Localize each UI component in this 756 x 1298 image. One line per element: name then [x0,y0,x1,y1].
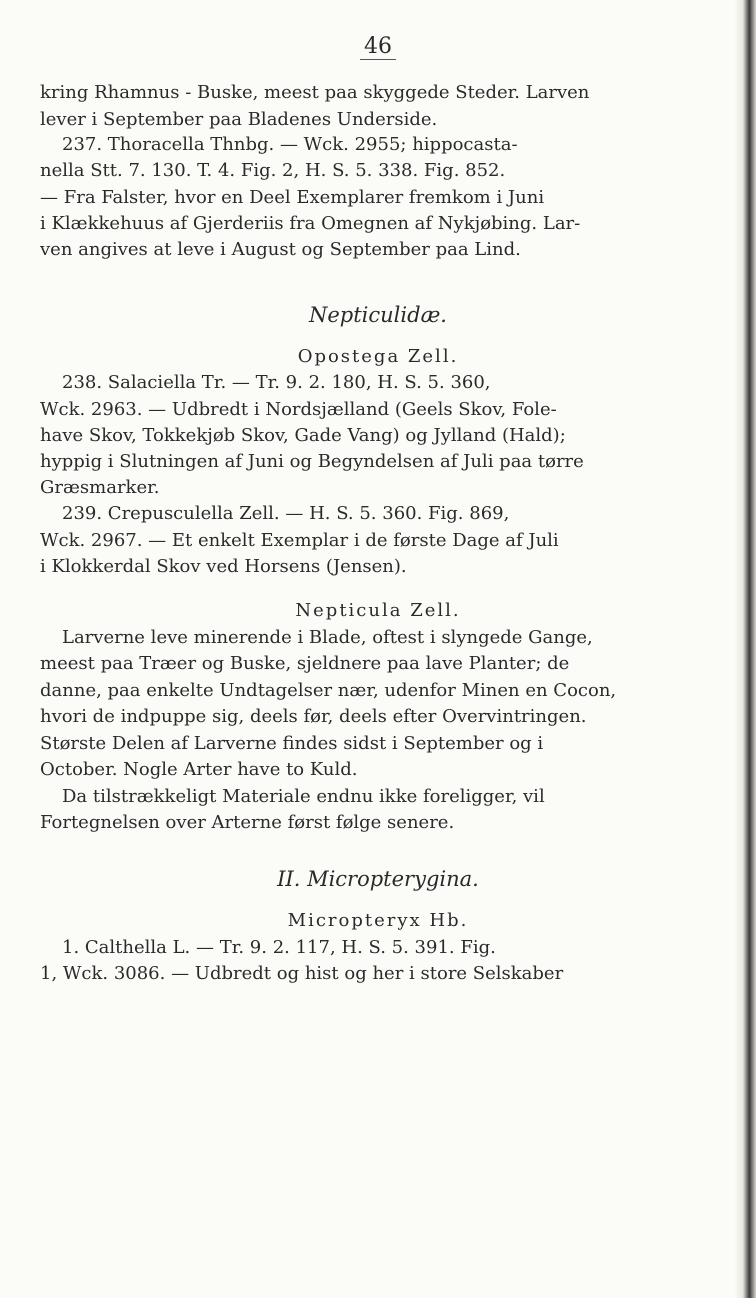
text-line: Fortegnelsen over Arterne først følge senere. [40,812,455,833]
text-line: Græsmarker. [40,477,160,498]
text-line: kring Rhamnus - Buske, meest paa skyggede Steder. Larven [40,82,590,103]
text-line: 1, Wck. 3086. — Udbredt og hist og her i store Selskaber [40,963,564,984]
text-line: 239. Crepusculella Zell. — H. S. 5. 360. Fig. 869, [62,503,510,524]
text-line: meest paa Træer og Buske, sjeldnere paa lave Planter; de [40,653,570,674]
genus-heading: Opostega Zell. [297,346,459,367]
text-line: i Klækkehuus af Gjerderiis fra Omegnen af Nykjøbing. Lar- [40,213,581,234]
text-line: Larverne leve minerende i Blade, oftest i slyngede Gange, [62,627,593,648]
text-line: Wck. 2963. — Udbredt i Nordsjælland (Geels Skov, Fole- [40,399,557,420]
section-heading: II. Micropterygina. [277,867,479,891]
text-line: danne, paa enkelte Undtagelser nær, udenfor Minen en Cocon, [40,680,617,701]
text-line: nella Stt. 7. 130. T. 4. Fig. 2, H. S. 5. 338. Fig. 852. [40,160,506,181]
text-line: 238. Salaciella Tr. — Tr. 9. 2. 180, H. S. 5. 360, [62,372,491,393]
family-heading: Nepticulidæ. [309,303,447,327]
text-line: have Skov, Tokkekjøb Skov, Gade Vang) og Jylland (Hald); [40,425,566,446]
text-line: Største Delen af Larverne findes sidst i September og i [40,733,544,754]
text-line: hvori de indpuppe sig, deels før, deels efter Overvintringen. [40,706,587,727]
text-line: hyppig i Slutningen af Juni og Begyndelsen af Juli paa tørre [40,451,584,472]
text-line: Da tilstrækkeligt Materiale endnu ikke foreligger, vil [62,786,545,807]
text-line: lever i September paa Bladenes Underside. [40,109,438,130]
text-line: ven angives at leve i August og September paa Lind. [40,239,521,260]
page-edge [734,0,756,1298]
text-line: 1. Calthella L. — Tr. 9. 2. 117, H. S. 5. 391. Fig. [62,937,496,958]
genus-heading: Micropteryx Hb. [287,910,469,931]
text-line: Wck. 2967. — Et enkelt Exemplar i de første Dage af Juli [40,530,559,551]
text-line: i Klokkerdal Skov ved Horsens (Jensen). [40,556,407,577]
text-line: October. Nogle Arter have to Kuld. [40,759,358,780]
genus-heading: Nepticula Zell. [295,600,461,621]
page-number: 46 [0,34,756,59]
text-line: — Fra Falster, hvor en Deel Exemplarer fremkom i Juni [40,187,545,208]
text-line: 237. Thoracella Thnbg. — Wck. 2955; hippocasta- [62,134,518,155]
